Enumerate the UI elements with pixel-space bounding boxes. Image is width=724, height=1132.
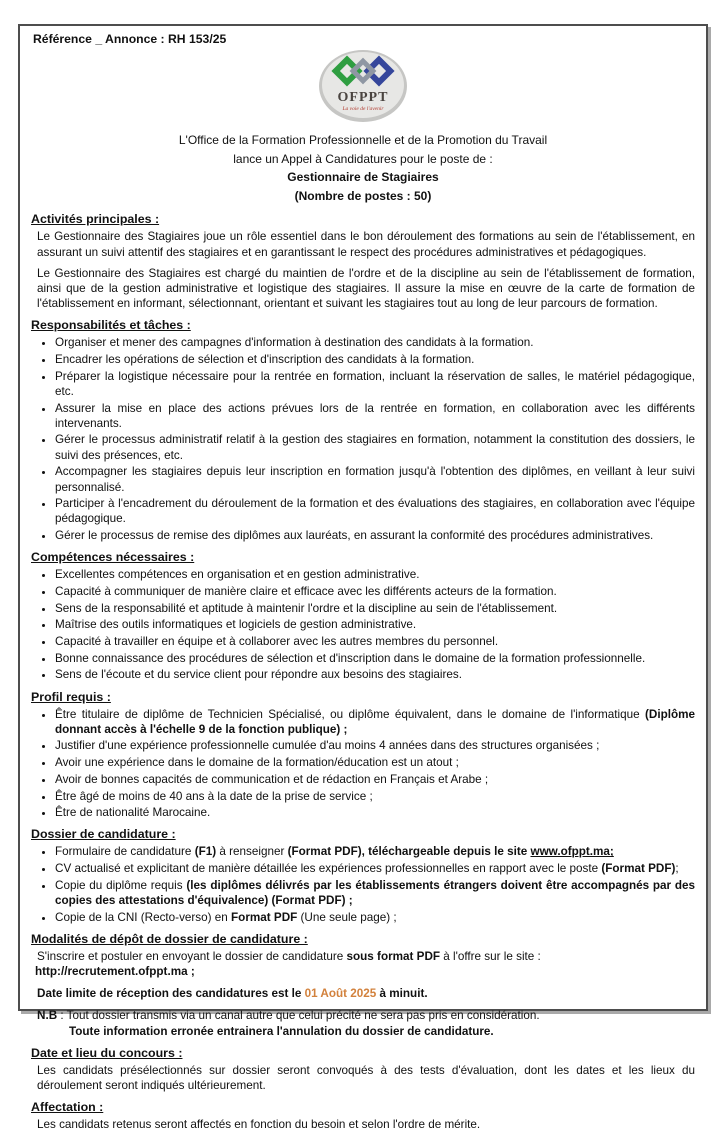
section-activites-principales (31, 212, 695, 311)
list-item: • Organiser et mener des campagnes d'information à destination des candidats à la formation. (55, 335, 695, 350)
list-item: • Gérer le processus administratif relatif à la gestion des stagiaires en formation, notamment la constitution des dossiers, le suivi des présences, etc. (55, 432, 695, 462)
list-item: • Maîtrise des outils informatiques et logiciels de gestion administrative. (55, 617, 695, 632)
list-item: • Encadrer les opérations de sélection et d'inscription des candidats à la formation. (55, 352, 695, 367)
intro-line-job-title: Gestionnaire de Stagiaires (287, 170, 439, 185)
list-item: • Être titulaire de diplôme de Technicien Spécialisé, ou diplôme équivalent, dans le domaine de l'informatique (Diplôme donnant accès à l'échelle 9 de la fonction publique) ; (55, 707, 695, 737)
section-title-modalites: Modalités de dépôt de dossier de candidature : (31, 931, 308, 946)
logo (31, 49, 695, 127)
activites-paragraph-2: Le Gestionnaire des Stagiaires est chargé du maintien de l'ordre et de la discipline au sein de l'établissement de formation, ainsi que de la gestion administrative et logistique des stagiaires. Il assure la mise en œuvre de la carte de formation de l'établissement en informant, sélectionnant, orientant et suivant les stagiaires tout au long de leur parcours de formation. (37, 266, 695, 311)
list-item: • Être de nationalité Marocaine. (55, 805, 695, 820)
list-item: • Gérer le processus de remise des diplômes aux lauréats, en assurant la conformité des procédures administratives. (55, 528, 695, 543)
list-item: • Assurer la mise en place des actions prévues lors de la rentrée en formation, en collaboration avec les différents intervenants. (55, 401, 695, 431)
section-title-dossier: Dossier de candidature : (31, 827, 176, 842)
section-title-competences: Compétences nécessaires : (31, 550, 195, 565)
modalites-instruction: S'inscrire et postuler en envoyant le dossier de candidature sous format PDF à l'offre sur le site : (37, 949, 541, 963)
affectation-paragraph: Les candidats retenus seront affectés en fonction du besoin et selon l'ordre de mérite. (37, 1117, 481, 1131)
list-item: • Accompagner les stagiaires depuis leur inscription en formation jusqu'à l'obtention des diplômes, en veillant à leur suivi personnalisé. (55, 464, 695, 494)
intro-block (31, 131, 695, 205)
list-item: • Excellentes compétences en organisation et en gestion administrative. (55, 567, 695, 582)
reference-line: Référence _ Annonce : RH 153/25 (33, 32, 227, 46)
list-item: • Préparer la logistique nécessaire pour la rentrée en formation, incluant la réservation de salles, le matériel pédagogique, etc. (55, 369, 695, 399)
competences-list (31, 567, 695, 682)
list-item: • Avoir de bonnes capacités de communication et de rédaction en Français et Arabe ; (55, 772, 695, 787)
list-item: • Copie de la CNI (Recto-verso) en Format PDF (Une seule page) ; (55, 910, 695, 925)
section-affectation (31, 1100, 695, 1132)
section-responsabilites (31, 318, 695, 543)
document-page (18, 24, 708, 1131)
section-title-profil: Profil requis : (31, 689, 111, 704)
section-profil-requis (31, 690, 695, 821)
logo-text: OFPPT (337, 89, 389, 105)
intro-line-post-count: (Nombre de postes : 50) (294, 188, 432, 203)
section-title-responsabilites: Responsabilités et tâches : (31, 318, 191, 333)
concours-paragraph: Les candidats présélectionnés sur dossier seront convoqués à des tests d'évaluation, dont les dates et les lieux du déroulement seront indiqués ultérieurement. (37, 1063, 695, 1092)
list-item: • Capacité à communiquer de manière claire et efficace avec les différents acteurs de la formation. (55, 584, 695, 599)
profil-list (31, 707, 695, 821)
section-title-concours: Date et lieu du concours : (31, 1045, 183, 1060)
dossier-list (31, 844, 695, 925)
list-item: • Avoir une expérience dans le domaine de la formation/éducation est un atout ; (55, 755, 695, 770)
intro-line-org: L'Office de la Formation Professionnelle et de la Promotion du Travail (178, 133, 548, 148)
list-item: • Sens de la responsabilité et aptitude à maintenir l'ordre et la discipline au sein de l'établissement. (55, 601, 695, 616)
deadline-line: Date limite de réception des candidatures est le 01 Août 2025 à minuit. (37, 987, 428, 1001)
nb-note-line-2: Toute information erronée entrainera l'annulation du dossier de candidature. (69, 1024, 494, 1038)
section-title-activites: Activités principales : (31, 212, 160, 227)
list-item: • Copie du diplôme requis (les diplômes délivrés par les établissements étrangers doivent être accompagnés par des copies des attestations d'équivalence) (Format PDF) ; (55, 878, 695, 908)
intro-line-call: lance un Appel à Candidatures pour le poste de : (233, 151, 493, 166)
list-item: • Sens de l'écoute et du service client pour répondre aux besoins des stagiaires. (55, 667, 695, 682)
responsabilites-list (31, 335, 695, 543)
list-item: • CV actualisé et explicitant de manière détaillée les expériences professionnelles en rapport avec le poste (Format PDF); (55, 861, 695, 876)
section-competences (31, 550, 695, 682)
list-item: • Être âgé de moins de 40 ans à la date de la prise de service ; (55, 789, 695, 804)
list-item: • Formulaire de candidature (F1) à renseigner (Format PDF), téléchargeable depuis le site www.ofppt.ma; (55, 844, 695, 859)
section-modalites-depot (31, 932, 695, 1039)
logo-tagline: La voie de l'avenir (342, 105, 384, 112)
section-dossier-candidature (31, 827, 695, 924)
activites-paragraph-1: Le Gestionnaire des Stagiaires joue un rôle essentiel dans le bon déroulement des formations au sein de l'établissement, en assurant un suivi attentif des stagiaires et en garantissant le respect des procédures administratives et pédagogiques. (37, 230, 695, 259)
application-site-url: http://recrutement.ofppt.ma ; (35, 964, 195, 978)
ofppt-logo-icon (317, 49, 409, 123)
list-item: • Participer à l'encadrement du déroulement de la formation et des évaluations des stagiaires, en collaboration avec l'équipe pédagogique. (55, 496, 695, 526)
list-item: • Bonne connaissance des procédures de sélection et d'inscription dans le domaine de la formation professionnelle. (55, 651, 695, 666)
list-item: • Capacité à travailler en équipe et à collaborer avec les autres membres du personnel. (55, 634, 695, 649)
section-date-lieu-concours (31, 1046, 695, 1093)
list-item: • Justifier d'une expérience professionnelle cumulée d'au moins 4 années dans des structures organisées ; (55, 738, 695, 753)
section-title-affectation: Affectation : (31, 1100, 104, 1114)
nb-note-line-1: N.B : Tout dossier transmis via un canal autre que celui précité ne sera pas pris en considération. (37, 1009, 540, 1023)
